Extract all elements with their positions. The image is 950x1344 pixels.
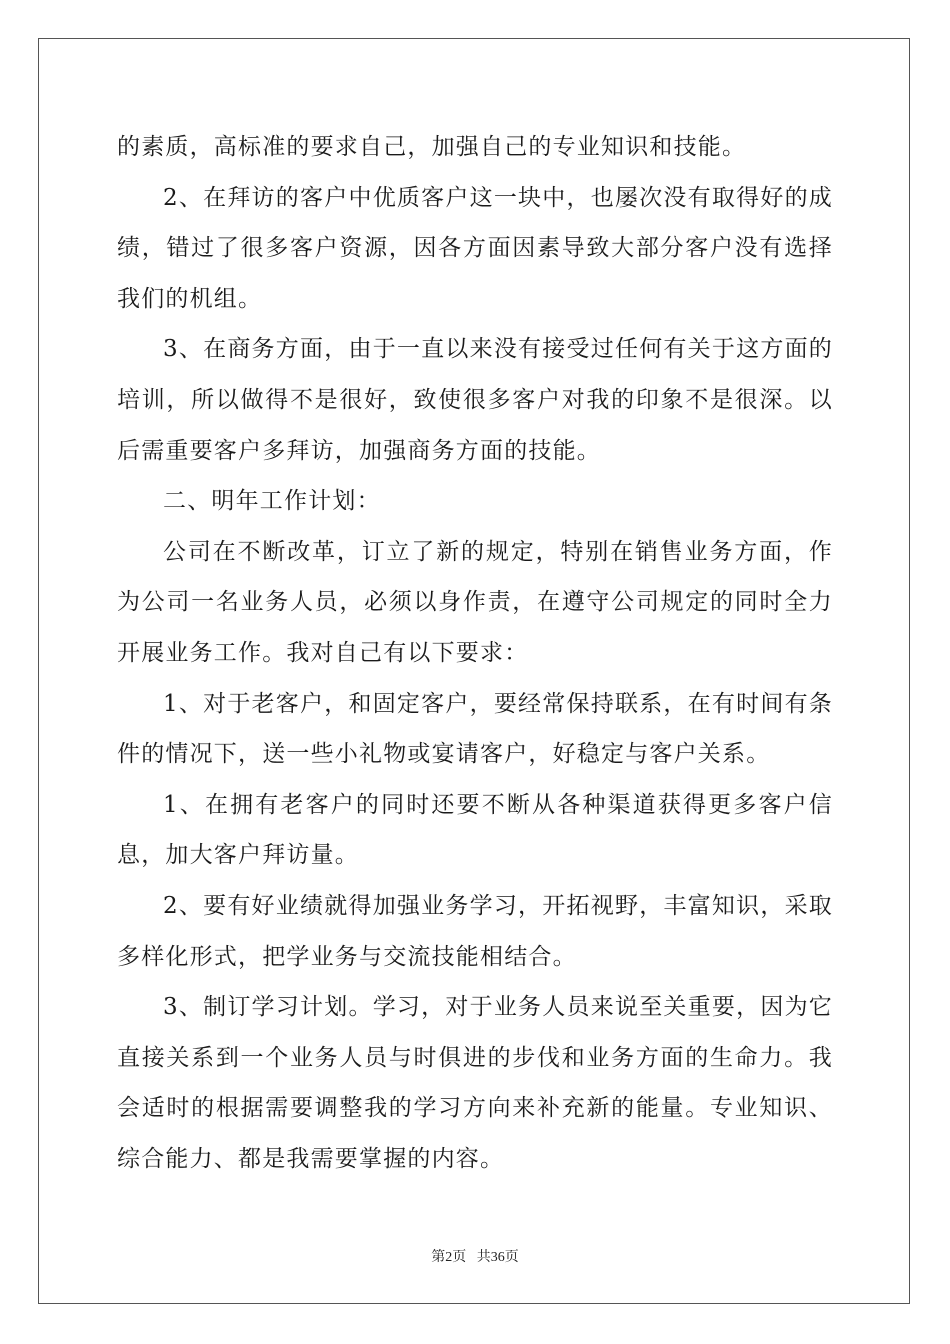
paragraph-item-2-quality-clients: 2、在拜访的客户中优质客户这一块中，也屡次没有取得好的成绩，错过了很多客户资源，因各方面因素导致大部分客户没有选择我们的机组。 [117,184,833,312]
paragraph-item-3-business: 3、在商务方面，由于一直以来没有接受过任何有关于这方面的培训，所以做得不是很好，致使很多客户对我的印象不是很深。以后需重要客户多拜访，加强商务方面的技能。 [117,336,833,464]
paragraph-company-reform: 公司在不断改革，订立了新的规定，特别在销售业务方面，作为公司一名业务人员，必须以身作责，在遵守公司规定的同时全力开展业务工作。我对自己有以下要求： [117,538,833,666]
paragraph-plan-1-new-clients: 1、在拥有老客户的同时还要不断从各种渠道获得更多客户信息，加大客户拜访量。 [117,791,833,869]
page-number: 第2页 [431,1250,467,1265]
paragraph-plan-1-old-clients: 1、对于老客户，和固定客户，要经常保持联系，在有时间有条件的情况下，送一些小礼物或宴请客户，好稳定与客户关系。 [117,690,833,768]
document-body [117,122,833,1184]
section-heading-next-year-plan: 二、明年工作计划： [163,488,381,515]
paragraph-plan-2-study: 2、要有好业绩就得加强业务学习，开拓视野，丰富知识，采取多样化形式，把学业务与交流技能相结合。 [117,892,833,970]
page-total: 共36页 [476,1250,519,1265]
page-footer [0,1246,950,1266]
paragraph-plan-3-learning-plan: 3、制订学习计划。学习，对于业务人员来说至关重要，因为它直接关系到一个业务人员与时俱进的步伐和业务方面的生命力。我会适时的根据需要调整我的学习方向来补充新的能量。专业知识、综合能力、都是我需要掌握的内容。 [117,994,833,1172]
paragraph-continuation: 的素质，高标准的要求自己，加强自己的专业知识和技能。 [117,134,747,160]
